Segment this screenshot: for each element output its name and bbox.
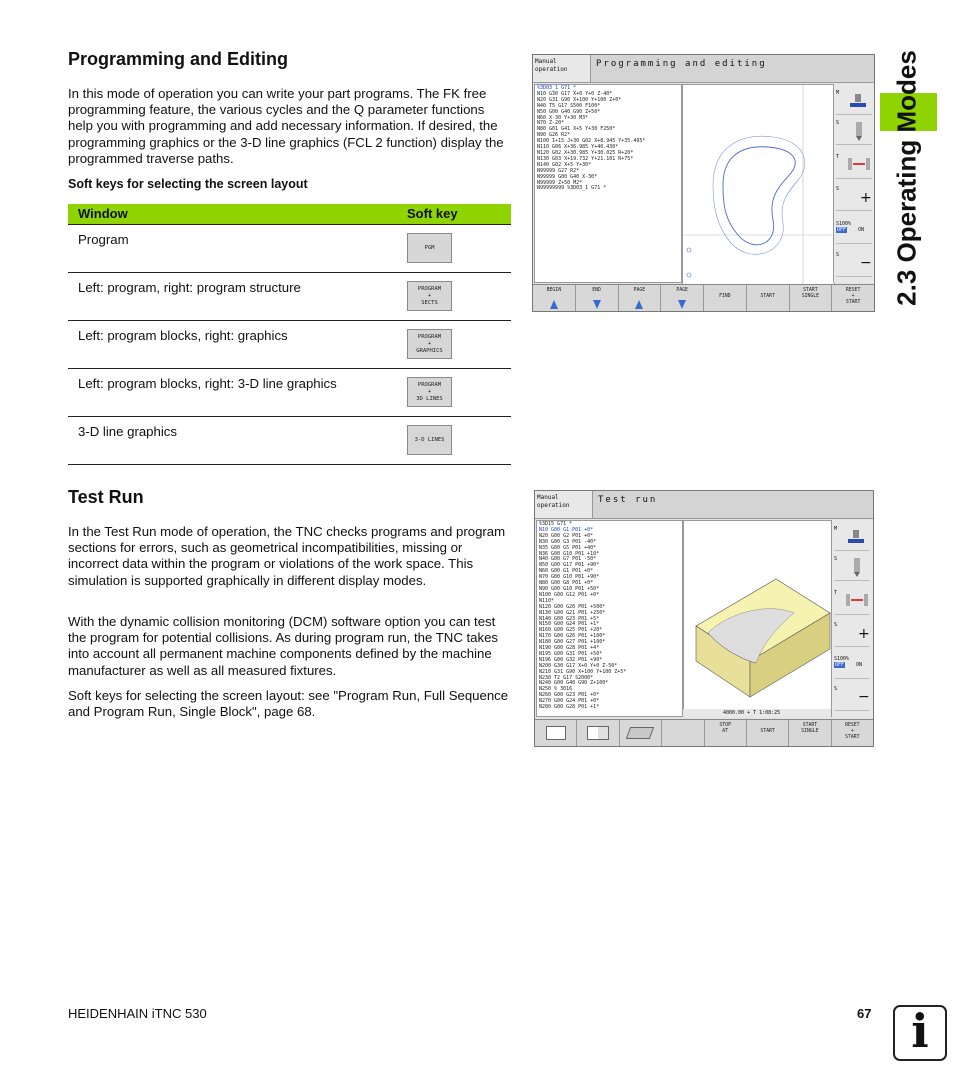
code-line: N150 G00 G24 P01 +1*: [539, 621, 600, 628]
code-line: N99999999 %3D03_1 G71 *: [537, 185, 607, 192]
code-line: N60 G00 G1 P01 +0*: [539, 568, 594, 575]
header-window: Window: [78, 206, 128, 221]
code-line: N10 G00 G1 P01 +0*: [539, 526, 594, 533]
softkey-bar: [533, 284, 874, 311]
arrow-down-icon: [593, 300, 601, 309]
row-window-label: Program: [78, 232, 129, 247]
program-listing: [534, 84, 682, 283]
footer-manual-name: HEIDENHAIN iTNC 530: [68, 1006, 207, 1021]
plus-icon: +: [860, 190, 872, 206]
spindle-icon: [848, 94, 868, 110]
3d-block-icon: [626, 727, 654, 739]
code-line: N50 G00 G40 G90 Z+50*: [537, 108, 601, 115]
plus-icon: +: [858, 626, 870, 642]
t-function-button[interactable]: [836, 154, 872, 179]
code-line: N200 G30 G17 X+0 Y+0 Z-50*: [539, 662, 618, 669]
spindle-icon: [846, 530, 866, 546]
s-label: S: [834, 622, 838, 628]
softkey-label: BEGIN: [546, 288, 562, 293]
softkey-bar: [535, 719, 873, 746]
code-line: N40 G00 G7 P01 -50*: [539, 556, 597, 563]
code-line: N80 G01 G41 X+5 Y+30 F250*: [537, 126, 616, 133]
code-line: N60 X-30 Y+30 M3*: [537, 114, 589, 121]
code-line: N90 G26 R2*: [537, 132, 571, 139]
tool-icon: [852, 122, 866, 142]
window-icon: [546, 726, 566, 740]
s-function-button[interactable]: [834, 556, 870, 581]
softkey-page-up[interactable]: [619, 285, 662, 311]
softkey-program-graphics: PROGRAM + GRAPHICS: [407, 329, 452, 359]
code-line: N99999 Z+50 M2*: [537, 179, 583, 186]
page-number: 67: [857, 1006, 872, 1021]
chapter-title: 2.3 Operating Modes: [891, 50, 922, 306]
softkey-3d-lines: 3-D LINES: [407, 425, 452, 455]
code-line: N20 G31 G90 X+100 Y+100 Z+0*: [537, 96, 622, 103]
code-line: N99999 G00 G40 X-30*: [537, 173, 598, 180]
code-line: N100 I+15 J+30 G02 X+8.945 Y+35.495*: [537, 138, 646, 145]
s-label: S: [836, 186, 840, 192]
table-row: [68, 417, 511, 465]
header-softkey: Soft key: [407, 206, 458, 221]
code-line: N20 G00 G2 P01 +0*: [539, 532, 594, 539]
off-label: OFF: [837, 227, 847, 233]
softkey-label: RESET + START: [845, 723, 860, 740]
code-line: N230 T2 G17 S2000*: [539, 674, 594, 681]
softkey-label: PAGE: [676, 288, 688, 293]
test-run-paragraph-3: Soft keys for selecting the screen layout: see "Program Run, Full Sequence and Program Run, Single Block", page 68.: [68, 688, 509, 720]
code-line: N160 G00 G25 P01 +20*: [539, 627, 603, 634]
program-listing: [536, 520, 683, 717]
arrow-up-icon: [550, 300, 558, 309]
tool-change-icon: [846, 156, 872, 176]
code-line: N250 % 3016: [539, 686, 573, 693]
softkey-layout-program[interactable]: [535, 720, 577, 746]
programming-paragraph: In this mode of operation you can write your part programs. The FK free programming feature, the various cycles and the Q parameter functions help you with programming and add necessary information. If desired, the programming graphics or the 3-D line graphics (FCL 2 function) display the programmed traverse paths.: [68, 86, 504, 166]
softkey-reset-start[interactable]: [832, 285, 874, 311]
spindle-percent: S100%: [834, 656, 850, 662]
code-line: N180 G00 G27 P01 +100*: [539, 639, 606, 646]
softkey-label: START SINGLE: [801, 723, 819, 734]
code-line: N90 G00 G10 P01 +50*: [539, 585, 600, 592]
softkey-start[interactable]: [747, 720, 789, 746]
status-line: 4000.00 + T 1:08:25: [683, 709, 831, 717]
machine-status-panel: [831, 520, 873, 717]
mode-label-manual: Manual operation: [533, 55, 591, 83]
mode-label-active: Test run: [593, 491, 873, 519]
row-window-label: Left: program, right: program structure: [78, 280, 301, 295]
code-line: N50 G00 G17 P01 +90*: [539, 562, 600, 569]
softkey-table: [68, 204, 511, 465]
code-line: N30 G00 G3 P01 -40*: [539, 538, 597, 545]
table-row: [68, 225, 511, 273]
softkey-layout-program-graphics[interactable]: [577, 720, 619, 746]
override-minus-button[interactable]: [836, 252, 872, 277]
s-label: S: [834, 686, 838, 692]
mode-label-manual: Manual operation: [535, 491, 593, 519]
override-plus-button[interactable]: [834, 622, 870, 647]
softkey-start-single[interactable]: [790, 285, 833, 311]
on-label: ON: [856, 662, 863, 668]
code-line: N140 G02 X+5 Y+30*: [537, 161, 592, 168]
section-heading-test-run: Test Run: [68, 487, 144, 507]
t-label: T: [834, 590, 838, 596]
softkey-start[interactable]: [747, 285, 790, 311]
tool-icon: [850, 558, 864, 578]
workpiece-3d-graphic: [684, 521, 832, 710]
row-window-label: 3-D line graphics: [78, 424, 177, 439]
softkey-start-single[interactable]: [789, 720, 831, 746]
off-label: OFF: [835, 662, 845, 668]
table-row: [68, 321, 511, 369]
programming-graphics: [682, 84, 835, 285]
mode-label-active: Programming and editing: [591, 55, 874, 83]
row-window-label: Left: program blocks, right: graphics: [78, 328, 288, 343]
s-label: S: [834, 556, 838, 562]
code-line: N260 G00 G23 P01 +0*: [539, 692, 600, 699]
test-run-graphics: [683, 520, 833, 711]
softkey-label: START: [760, 729, 775, 734]
softkey-empty[interactable]: [662, 720, 704, 746]
softkey-end[interactable]: [576, 285, 619, 311]
softkey-page-down[interactable]: [661, 285, 704, 311]
code-line: N130 G00 G21 P01 +250*: [539, 609, 606, 616]
softkey-find[interactable]: [704, 285, 747, 311]
code-line: N80 G00 G8 P01 +0*: [539, 580, 594, 587]
code-line: N190 G00 G28 P01 +4*: [539, 645, 600, 652]
s-label: S: [836, 252, 840, 258]
code-line: %3D15 G71 *: [539, 521, 573, 527]
softkey-label: RESET + START: [845, 288, 861, 305]
contour-graphic: [683, 85, 834, 284]
code-line: N110*: [539, 597, 555, 604]
m-label: M: [836, 90, 840, 96]
t-function-button[interactable]: [834, 590, 870, 615]
minus-icon: −: [860, 255, 872, 271]
machine-status-panel: [833, 84, 874, 283]
softkey-label: STOP AT: [719, 723, 731, 734]
section-heading-programming: Programming and Editing: [68, 49, 289, 69]
softkey-label: FIND: [719, 294, 731, 299]
code-line: N270 G00 G24 P01 +0*: [539, 698, 600, 705]
code-line: N140 G00 G23 P01 +5*: [539, 615, 600, 622]
softkey-pgm: PGM: [407, 233, 452, 263]
code-line: N35 G00 G5 P01 +40*: [539, 544, 597, 551]
test-run-paragraph-2: With the dynamic collision monitoring (DCM) software option you can test the program for potential collisions. As during program run, the TNC takes into account all permanent machine components defined by the machine manufacturer as well as all measured fixtures.: [68, 614, 499, 678]
code-line: N100 G00 G12 P01 +0*: [539, 591, 600, 598]
m-label: M: [834, 526, 838, 532]
arrow-up-icon: [635, 300, 643, 309]
spindle-percent: S100%: [836, 221, 852, 227]
softkey-label: END: [592, 288, 601, 293]
s-function-button[interactable]: [836, 120, 872, 145]
code-line: N110 G06 X+36.985 Y+40.430*: [537, 144, 619, 151]
override-minus-button[interactable]: [834, 686, 870, 711]
code-line: N36 G00 G10 P01 +10*: [539, 550, 600, 557]
softkey-layout-graphics[interactable]: [620, 720, 662, 746]
code-line: N130 G03 X+19.732 Y+21.101 R+75*: [537, 155, 634, 162]
code-line: N120 G00 G20 P01 +500*: [539, 603, 606, 610]
code-line: N120 G02 X+30.985 Y+30.025 R+20*: [537, 149, 634, 156]
table-row: [68, 369, 511, 417]
code-line: N40 T5 G17 S500 F100*: [537, 102, 601, 109]
code-line: N195 G00 G31 P01 +50*: [539, 650, 603, 657]
t-label: T: [836, 154, 840, 160]
test-run-paragraph-1: In the Test Run mode of operation, the TNC checks programs and program sections for errors, such as geometrical incompatibilities, missing or incorrect data within the program or violations of the work space. This simulation is supported graphically in different display modes.: [68, 524, 506, 588]
softkey-label: START: [760, 294, 775, 299]
code-line: N99999 G27 R2*: [537, 167, 580, 174]
minus-icon: −: [858, 689, 870, 705]
override-plus-button[interactable]: [836, 186, 872, 211]
code-line: N280 G00 G28 P01 +1*: [539, 704, 600, 711]
arrow-down-icon: [678, 300, 686, 309]
code-line: N170 G00 G26 P01 +100*: [539, 633, 606, 640]
info-letter: i: [911, 1004, 929, 1058]
softkey-label: PAGE: [633, 288, 646, 293]
m-function-button[interactable]: [834, 526, 870, 551]
code-line: N196 G00 G32 P01 +90*: [539, 656, 603, 663]
softkey-program-sects: PROGRAM + SECTS: [407, 281, 452, 311]
code-line: N70 Z-20*: [537, 120, 565, 127]
spindle-override-toggle[interactable]: [834, 656, 870, 679]
spindle-override-toggle[interactable]: [836, 221, 872, 244]
table-header: [68, 204, 511, 225]
code-line: N70 G00 G10 P01 +90*: [539, 574, 600, 581]
tool-change-icon: [844, 592, 870, 612]
split-window-icon: [587, 726, 609, 740]
table-row: [68, 273, 511, 321]
softkey-label: START SINGLE: [801, 288, 820, 299]
softkey-program-3d-lines: PROGRAM + 3D LINES: [407, 377, 452, 407]
info-icon: [893, 1005, 947, 1061]
softkey-reset-start[interactable]: [832, 720, 873, 746]
code-line: N210 G31 G90 X+100 Y+100 Z+5*: [539, 668, 627, 675]
m-function-button[interactable]: [836, 90, 872, 115]
screenshot-programming-editing: [532, 54, 875, 312]
code-line: N10 G30 G17 X+0 Y+0 Z-40*: [537, 90, 613, 97]
code-line: N240 G00 G40 G90 Z+100*: [539, 680, 609, 687]
code-line: %3D03_1 G71 *: [537, 85, 577, 91]
softkey-begin[interactable]: [533, 285, 576, 311]
screenshot-test-run: [534, 490, 874, 747]
softkey-subheading: Soft keys for selecting the screen layout: [68, 177, 308, 191]
softkey-stop-at[interactable]: [705, 720, 747, 746]
row-window-label: Left: program blocks, right: 3-D line graphics: [78, 376, 337, 391]
on-label: ON: [858, 227, 865, 233]
s-label: S: [836, 120, 840, 126]
